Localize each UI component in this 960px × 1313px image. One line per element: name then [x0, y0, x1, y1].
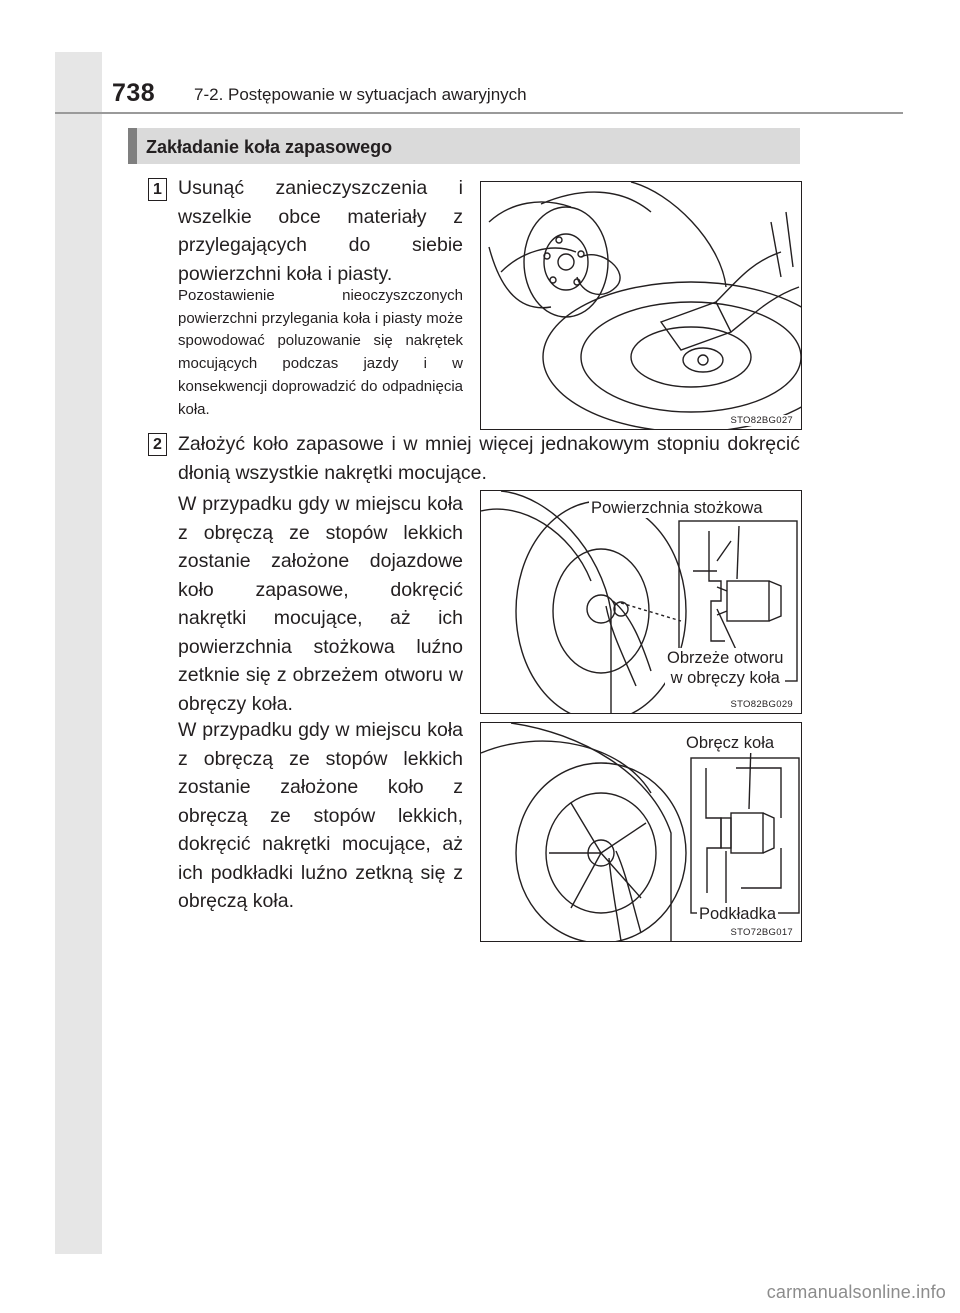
- callout-washer: Podkładka: [699, 905, 777, 923]
- callout-rim: Obręcz koła: [686, 734, 775, 752]
- figure-tapered-nut: [480, 490, 802, 714]
- figure-2-code: STO82BG029: [730, 699, 793, 710]
- figure-washer-nut: [480, 722, 802, 942]
- callout-tapered-surface: Powierzchnia stożkowa: [591, 499, 763, 517]
- step-1-badge: 1: [148, 178, 167, 201]
- step-2-temporary-spare-text: W przypadku gdy w miejscu koła z obręczą ze stopów lekkich zostanie założone dojazdowe koło zapasowe, dokręcić nakrętki mocujące, aż ich powierzchnia stożkowa luźno zetknie się z obrzeżem otworu w obręczy koła.: [178, 493, 463, 715]
- section-title: Zakładanie koła zapasowego: [146, 137, 393, 157]
- callout-rim-hole-edge: Obrzeże otworu w obręczy koła: [667, 649, 784, 687]
- step-2-alloy-wheel-text: W przypadku gdy w miejscu koła z obręczą ze stopów lekkich zostanie założone koło z obręczą ze stopów lekkich, dokręcić nakrętki mocujące, aż ich podkładki luźno zetkną się z obręczą koła.: [178, 719, 463, 912]
- figure-clean-hub: [480, 181, 802, 430]
- section-bar-accent: [128, 128, 137, 164]
- step-2-text: Założyć koło zapasowe i w mniej więcej jednakowym stopniu dokręcić dłonią wszystkie nakrętki mocujące.: [178, 433, 800, 484]
- figure-1-code: STO82BG027: [730, 415, 793, 426]
- header-divider: [55, 112, 903, 114]
- page-number: 738: [112, 79, 156, 107]
- site-watermark: carmanualsonline.info: [766, 1282, 946, 1302]
- clean-hub-illustration: [481, 182, 801, 429]
- chapter-heading: 7-2. Postępowanie w sytuacjach awaryjnych: [194, 85, 527, 104]
- step-1-note: Pozostawienie nieoczyszczonych powierzchni przylegania koła i piasty może spowodować poluzowanie się nakrętek mocujących podczas jazdy i w konsekwencji doprowadzić do odpadnięcia koła.: [178, 287, 463, 418]
- side-tab-strip: [55, 52, 102, 1254]
- figure-3-code: STO72BG017: [730, 927, 793, 938]
- step-2-badge: 2: [148, 433, 167, 456]
- step-1-text: Usunąć zanieczyszczenia i wszelkie obce materiały z przylegających do siebie powierzchni koła i piasty.: [178, 177, 463, 285]
